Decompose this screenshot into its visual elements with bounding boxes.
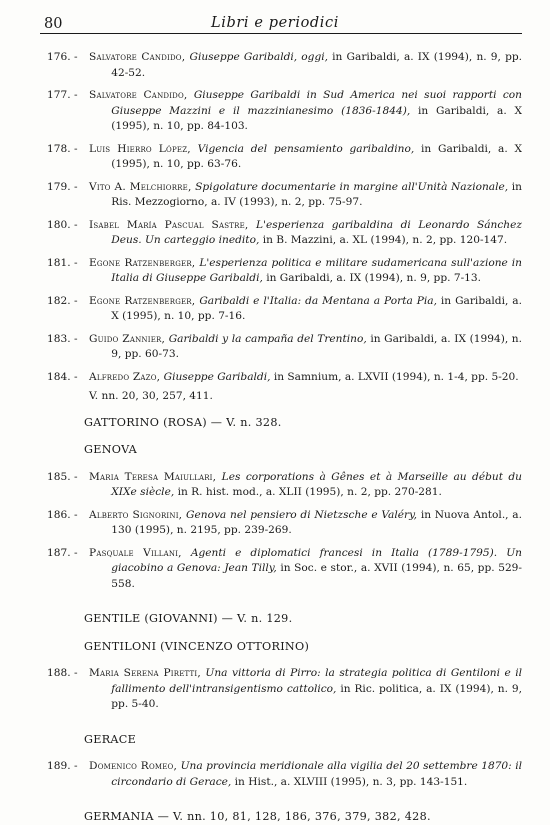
entry-187 — [40, 546, 522, 593]
entry-author: Egone Ratzenberger, — [89, 256, 196, 269]
entry-title: Giuseppe Garibaldi in Sud America nei suoi rapporti con Giuseppe Mazzini e il mazzinianesimo (1836-1844), — [111, 89, 522, 117]
entry-source: in Ris. Mezzogiorno, a. IV (1993), n. 2, pp. 75-97. — [111, 180, 522, 208]
entry-author: Domenico Romeo, — [89, 760, 178, 772]
cross-reference: V. nn. 20, 30, 257, 411. — [89, 390, 213, 402]
section-heading-gattorino: GATTORINO (ROSA) — V. n. 328. — [84, 415, 282, 429]
page-number: 80 — [44, 16, 63, 32]
entry-180 — [40, 218, 522, 249]
entry-number: 186. - — [47, 508, 78, 521]
entry-178 — [40, 142, 522, 173]
entry-number: 185. - — [47, 470, 78, 483]
entry-author: Vito A. Melchiorre, — [89, 180, 192, 193]
entry-title: Una vittoria di Pirro: la strategia politica di Gentiloni e il fallimento dell'intransigentismo cattolico, — [111, 667, 522, 695]
entry-author: Salvatore Candido, — [89, 51, 186, 63]
entry-source: in B. Mazzini, a. XL (1994), n. 2, pp. 120-147. — [262, 234, 508, 246]
entry-title: Garibaldi y la campaña del Trentino, — [168, 332, 367, 345]
entry-author: Isabel María Pascual Sastre, — [89, 218, 249, 231]
running-header — [0, 0, 550, 34]
section-heading-gentile: GENTILE (GIOVANNI) — V. n. 129. — [84, 612, 293, 625]
entry-number: 177. - — [47, 89, 78, 101]
entry-source: in Garibaldi, a. IX (1994), n. 9, pp. 60-73. — [111, 332, 522, 360]
entry-author: Alberto Signorini, — [89, 508, 183, 521]
entry-source: in Soc. e stor., a. XVII (1994), n. 65, pp. 529-558. — [111, 562, 522, 590]
entry-author: Egone Ratzenberger, — [89, 294, 196, 307]
section-heading-germania: GERMANIA — V. nn. 10, 81, 128, 186, 376, 379, 382, 428. — [84, 810, 431, 823]
entry-188 — [40, 666, 522, 713]
entry-number: 179. - — [47, 180, 78, 193]
entry-184 — [40, 370, 522, 386]
entry-source: in Garibaldi, a. IX (1994), n. 9, pp. 7-13. — [266, 272, 482, 284]
entry-176 — [40, 50, 522, 81]
entry-source: in Garibaldi, a. X (1995), n. 10, pp. 63-76. — [111, 142, 522, 170]
entry-number: 178. - — [47, 142, 78, 155]
entry-182 — [40, 294, 522, 325]
entry-186 — [40, 508, 522, 539]
entry-number: 182. - — [47, 294, 78, 307]
entry-author: Maria Teresa Maiullari, — [89, 470, 217, 483]
entry-author: Guido Zannier, — [89, 332, 166, 345]
entry-number: 181. - — [47, 256, 78, 269]
entry-author: Pasquale Villani, — [89, 546, 182, 559]
entry-title: Spigolature documentarie in margine all'Unità Nazionale, — [195, 180, 509, 193]
entry-author: Maria Serena Piretti, — [89, 667, 201, 679]
running-title: Libri e periodici — [211, 15, 339, 31]
entry-181 — [40, 256, 522, 287]
header-rule — [40, 33, 522, 34]
entry-number: 176. - — [47, 51, 78, 63]
entry-177 — [40, 88, 522, 135]
entry-185 — [40, 470, 522, 501]
entry-179 — [40, 180, 522, 211]
entry-number: 188. - — [47, 667, 78, 679]
entry-source: in Garibaldi, a. IX (1994), n. 9, pp. 42-52. — [111, 51, 522, 79]
entry-number: 189. - — [47, 760, 78, 772]
entry-author: Alfredo Zazo, — [89, 370, 161, 383]
entry-title: Agenti e diplomatici francesi in Italia (1789-1795). Un giacobino a Genova: Jean Tilly, — [111, 546, 522, 574]
entry-183 — [40, 332, 522, 363]
entry-source: in Hist., a. XLVIII (1995), n. 3, pp. 143-151. — [234, 775, 468, 788]
section-heading-genova: GENOVA — [84, 443, 138, 456]
entry-title: Genova nel pensiero di Nietzsche e Valéry, — [186, 508, 418, 521]
entry-title: L'esperienza politica e militare sudamericana sull'azione in Italia di Giuseppe Garibaldi, — [111, 256, 522, 284]
entry-source: in Ric. politica, a. IX (1994), n. 9, pp. 5-40. — [111, 682, 522, 710]
entry-title: Garibaldi e l'Italia: da Mentana a Porta Pia, — [199, 294, 437, 307]
entry-author: Salvatore Candido, — [89, 89, 188, 101]
entry-title: L'esperienza garibaldina di Leonardo Sánchez Deus. Un carteggio inedito, — [111, 218, 522, 246]
entry-number: 184. - — [47, 370, 78, 383]
entry-number: 180. - — [47, 218, 78, 231]
section-heading-gentiloni: GENTILONI (VINCENZO OTTORINO) — [84, 639, 310, 653]
entry-title: Giuseppe Garibaldi, oggi, — [189, 51, 328, 63]
entry-number: 187. - — [47, 546, 78, 559]
bibliography-list — [40, 50, 522, 825]
entry-title: Una provincia meridionale alla vigilia del 20 settembre 1870: il circondario di Gerace, — [111, 760, 522, 788]
entry-189 — [40, 759, 522, 790]
entry-title: Les corporations à Gênes et à Marseille au début du XIXe siècle, — [111, 470, 522, 498]
entry-title: Vigencia del pensamiento garibaldino, — [197, 142, 415, 155]
entry-source: in Garibaldi, a. X (1995), n. 10, pp. 7-16. — [111, 294, 522, 322]
entry-source: in Samnium, a. LXVII (1994), n. 1-4, pp. 5-20. — [273, 370, 519, 383]
entry-source: in Garibaldi, a. X (1995), n. 10, pp. 84-103. — [111, 104, 523, 132]
entry-number: 183. - — [47, 332, 78, 345]
entry-source: in R. hist. mod., a. XLII (1995), n. 2, pp. 270-281. — [177, 486, 442, 498]
entry-source: in Nuova Antol., a. 130 (1995), n. 2195, pp. 239-269. — [111, 508, 522, 536]
entry-author: Luis Hierro López, — [89, 142, 191, 155]
section-heading-gerace: GERACE — [84, 732, 137, 746]
entry-title: Giuseppe Garibaldi, — [163, 370, 271, 383]
